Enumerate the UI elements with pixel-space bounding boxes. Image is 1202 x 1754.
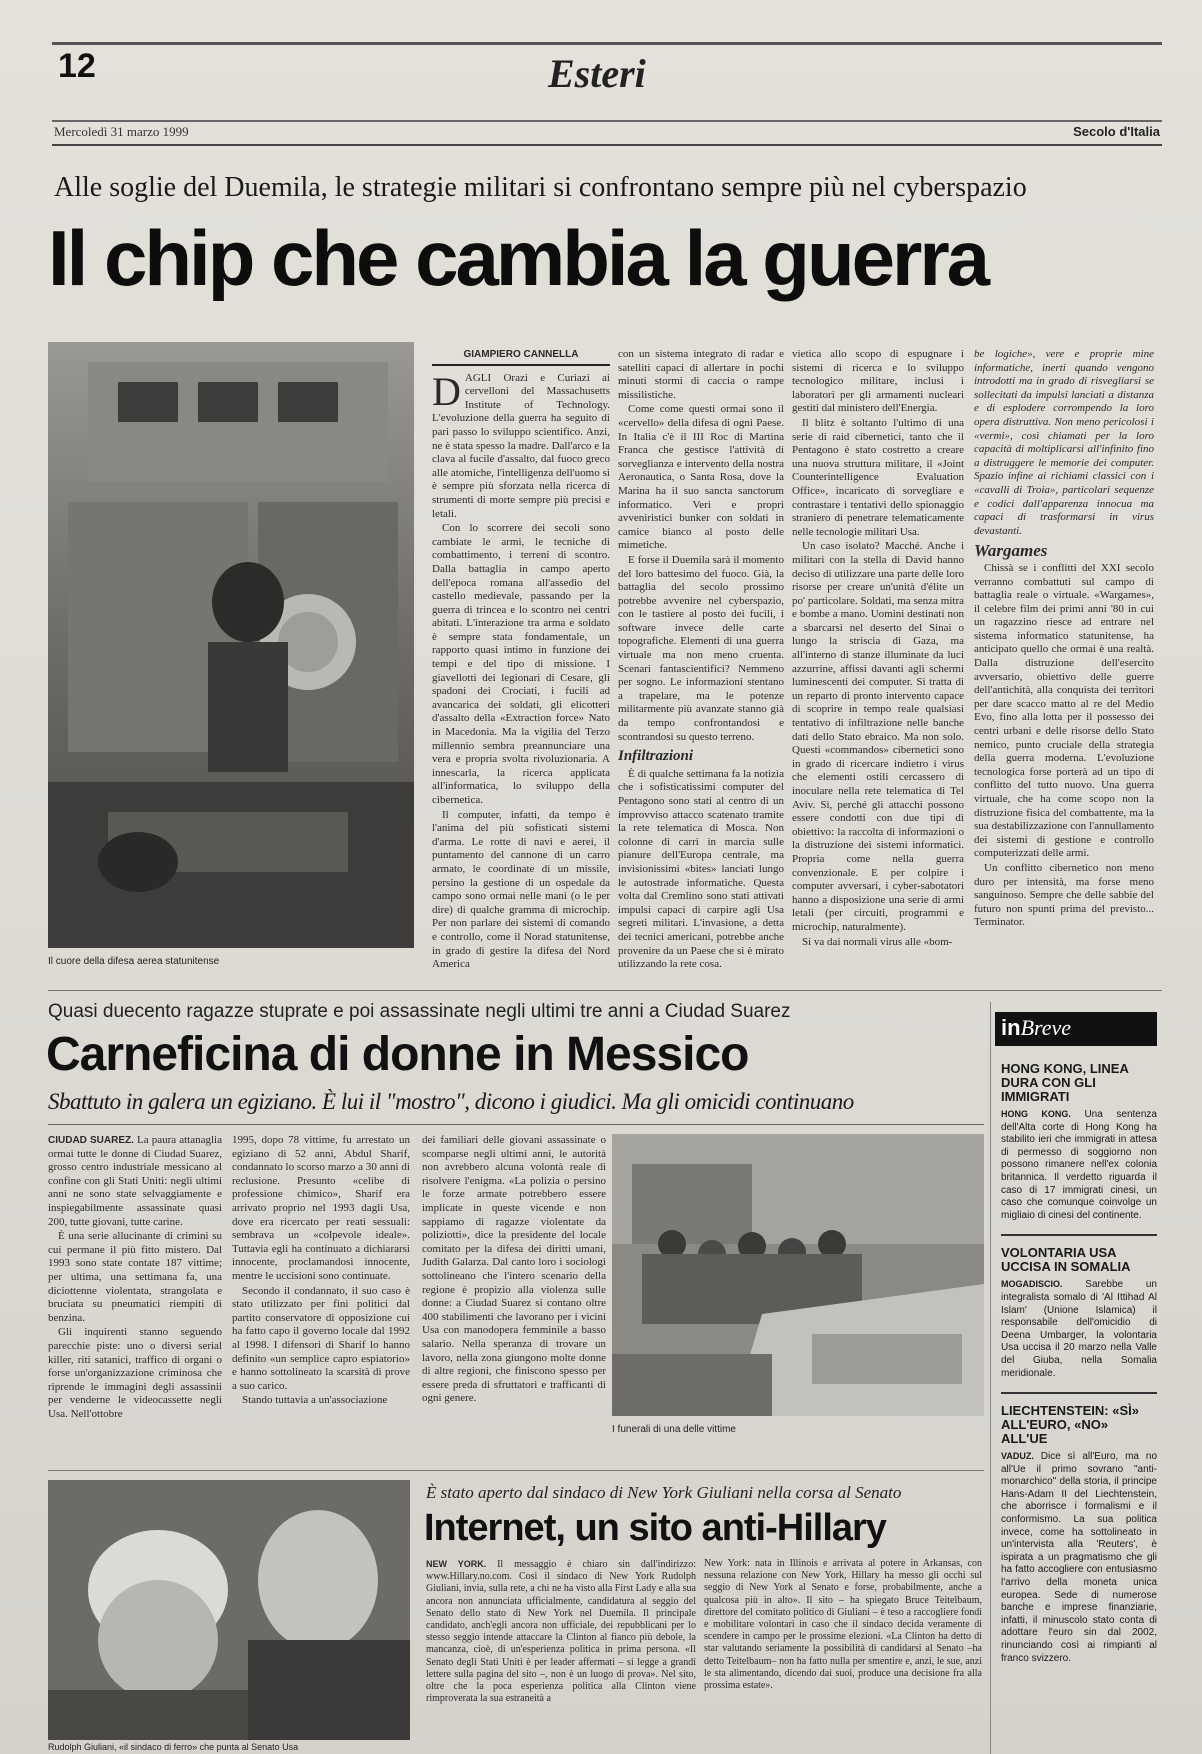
in-breve-item-body: Sarebbe un integralista somalo di 'Al Ittihad Al Islam' (Unione Islamica) il responsabile dell'omicidio di Deena Umbarger, la volontaria Usa uccisa il 20 marzo nella Valle del Giuba, nella Somalia meridionale. — [1001, 1279, 1157, 1379]
issue-date: Mercoledì 31 marzo 1999 — [54, 124, 189, 139]
article3-column-1 — [426, 1558, 696, 1748]
article1-col4-para1: be logiche», vere e proprie mine informatiche, inerti quando vengono introdotti ma in grado di risvegliarsi se sollecitati da impulsi lanciati a distanza e di esplodere corrompendo la loro opera distruttiva. Non meno pericolosi i «vermi», così chiamati per la loro capacità di moltiplicarsi all'infinito fino a distruggere le memorie dei computer. Spazio infine ai richiami classici con i «cavalli di Troia», particolari sequenze e codici dall'apparenza innocua ma capaci di trasformarsi in virus devastanti. — [974, 348, 1154, 537]
in-breve-item-headline: LIECHTENSTEIN: «SÌ» ALL'EURO, «NO» ALL'UE — [1001, 1403, 1139, 1447]
article2-photo — [612, 1134, 984, 1416]
in-breve-label-in: in — [1001, 1015, 1021, 1040]
article1-col2-para1: con un sistema integrato di radar e satelliti capaci di allertare in pochi minuti stormi di caccia o rampe missilistiche. — [618, 348, 784, 401]
article2-col2-para1: 1995, dopo 78 vittime, fu arrestato un egiziano di 52 anni, Abdul Sharif, condannato lo scorso marzo a 30 anni di reclusione. Presunto «celibe di professione chimico», Sharif era arrivato proprio nel 1993 dagli Usa, dove era ricercato per reati sessuali: sembrava un «colpevole ideale». Tuttavia egli ha continuato a dichiararsi innocente, proclamandosi innocente, mentre le uccisioni sono continuate. — [232, 1134, 410, 1282]
article1-dropcap: D — [432, 368, 461, 414]
article2-photo-caption: I funerali di una delle vittime — [612, 1424, 736, 1435]
article2-column-3 — [422, 1134, 606, 1434]
article2-headline: Carneficina di donne in Messico — [46, 1028, 749, 1081]
control-room-photo-art — [48, 342, 414, 948]
in-breve-item-text — [1001, 1450, 1157, 1665]
article1-col3-para1: vietica allo scopo di espugnare i sistemi di ricerca e lo sviluppo tecnologico militare, inclusi i laboratori per gli armamenti nucleari gestiti dal ministero dell'Energia. — [792, 348, 964, 415]
in-breve-item-dateline: VADUZ. — [1001, 1451, 1034, 1462]
article2-col1-para2: È una serie allucinante di crimini su cui permane il più fitto mistero. Dal 1993 sono state contate 187 vittime; per ultima, una settimana fa, una diciottenne violentata, strangolata e bruciata su pneumatici riempiti di benzina. — [48, 1230, 222, 1324]
page-number: 12 — [58, 47, 96, 85]
article1-col3-para4: Si va dai normali virus alle «bom- — [802, 935, 953, 948]
article2-column-2 — [232, 1134, 410, 1434]
article1-photo — [48, 342, 414, 948]
article1-col2-para2: Come come questi ormai sono il «cervello» della difesa di ogni Paese. In Italia c'è il III Roc di Martina Franca che gestisce l'attività di sorveglianza e intervento della nostra Aeronautica, o Santa Rosa, dove la Marina ha il suo sancta sanctorum informatico. Veri e propri avveniristici bunker con soldati in camice bianco al posto delle mimetiche. — [618, 403, 784, 552]
in-breve-item-somalia — [1001, 1246, 1157, 1380]
in-breve-item-body: Dice sì all'Euro, ma no all'Ue il primo sovrano "anti-monarchico" della storia, il principe Hans-Adam II del Liechtenstein, che aborrisce i formalismi e il conformismo. La sua politica invece, come ha sottolineato in un'intervista alla 'Reuters', è ispirata a un pragmatismo che gli ha fatto accogliere con entusiasmo l'arrivo della moneta unica europea. Sede di numerose banche e imprese finanziarie, infatti, il minuscolo stato conta di adottare l'euro sin dal 2002, rinunciando così ai rimpianti al franco svizzero. — [1001, 1451, 1158, 1664]
article3-photo-caption: Rudolph Giuliani, «il sindaco di ferro» che punta al Senato Usa — [48, 1742, 299, 1752]
article1-column-1 — [432, 348, 610, 974]
article2-kicker: Quasi duecento ragazze stuprate e poi assassinate negli ultimi tre anni a Ciudad Suarez — [48, 1001, 791, 1022]
section-title — [548, 50, 646, 120]
article3-dateline: NEW YORK. — [426, 1559, 487, 1569]
article2-col1-para3: Gli inquirenti stanno seguendo parecchie piste: uno o diversi serial killer, riti satanici, traffico di organi o forse un'organizzazione criminosa che riprende le immagini degli assassinii per venderne le videocassette negli Usa. Nell'ottobre — [48, 1326, 222, 1420]
article2-dateline: CIUDAD SUAREZ. — [48, 1135, 134, 1146]
in-breve-item-dateline: MOGADISCIO. — [1001, 1279, 1063, 1290]
in-breve-item-body: Una sentenza dell'Alta corte di Hong Kong ha stabilito ieri che immigrati in attesa di permesso di soggiorno non possono rimanere nell'ex colonia britannica. Il verdetto riguarda il caso di 17 immigrati cinesi, un caso che comunque coinvolge un migliaio di cinesi del continente. — [1001, 1109, 1157, 1221]
article2-deck-rule — [48, 1124, 984, 1125]
article1-kicker: Alle soglie del Duemila, le strategie militari si confrontano sempre più nel cyberspazio — [54, 172, 1027, 203]
article2-col2-para3: Stando tuttavia a un'associazione — [242, 1394, 388, 1407]
article1-col1-para1 — [432, 368, 610, 522]
article3-col2-para1: New York: nata in Illinois e arrivata al potere in Arkansas, con nessuna relazione con New York, Hillary ha messo gli occhi sul seggio di New York al Senato e forse, probabilmente, anche a qualcosa più in alto». Il sito – ha spiegato Bruce Teitelbaum, direttore del comitato politico di Giuliani – è teso a raccogliere fondi e mobilitare volontari in caso che il sindaco decida veramente di scendere in campo per le prossime elezioni. «La Clinton ha detto di star valutando seriamente la possibilità di candidarsi al Senato –ha detto Teitelbaum– non ha fatto nulla per smentire e, anzi, le sue, anzi le sta alimentando, dicendo dai suoi, produce una decisione fra alla prossima estate». — [704, 1558, 982, 1692]
top-rule — [52, 42, 1162, 45]
article1-col4-para3: Un conflitto cibernetico non meno duro per intensità, ma forse meno sanguinoso. Sempre che delle sabbie del futuro non spunti prima del previsto... Terminator. — [974, 861, 1154, 929]
article1-col3-para2: Il blitz è soltanto l'ultimo di una serie di raid cibernetici, tanto che il Pentagono è stato costretto a creare una nuova struttura militare, il «Joint Counterintelligence Evaluation Office», incaricato di sorvegliare e contrastare i tentativi dello spionaggio straniero di penetrare telematicamente nelle tecnologie militari Usa. — [792, 416, 964, 538]
article3-kicker: È stato aperto dal sindaco di New York Giuliani nella corsa al Senato — [426, 1483, 902, 1502]
article3-col1-text: Il messaggio è chiaro sin dall'indirizzo: www.Hillary.no.com. Così il sindaco di New York Rudolph Giuliani, invia, sulla rete, a chi ne ha visto alla First Lady e alla sua ancora non annunciata ufficialmente, candidatura al seggio del Senato dello stato di New York nel Duemila. Il principale candidato, anch'egli ancora non ufficiale, dei repubblicani per lo stesso seggio intende attaccare la Clinton al fianco più debole, la mancanza, cioè, di un'esperienza politica in prima persona. «Il Senato degli Stati Uniti è per leader affermati – si legge a grandi lettere sulla pagina del sito –, non è un luogo di prova». Nel sito, oltre che la poca esperienza politica alla Clinton viene rimproverata la sua estraneità a — [426, 1559, 696, 1705]
article1-bottom-rule — [48, 990, 1162, 991]
in-breve-label-breve: Breve — [1020, 1015, 1072, 1040]
article2-col2-para2: Secondo il condannato, il suo caso è stato utilizzato per fini politici dal partito conservatore di opposizione cui ha fatto capo il governo locale dal 1992 al 1998. I difensori di Sharif lo hanno definito «un semplice capro espiatorio» e hanno sottolineato la scarsità di prove a suo carico. — [232, 1284, 410, 1392]
article1-col1-text: AGLI Orazi e Curiazi ai cervelloni del Massachusetts Institute of Technology. L'evoluzione della guerra ha seguito di pari passo lo sviluppo scientifico. Anzi, ne è stata spesso la madre. Dall'arco e la clava al fucile d'assalto, dal fuoco greco alle atomiche, l'intelligenza dell'uomo si è sempre più sforzata nella ricerca di strumenti di morte sempre più precisi e letali. — [432, 371, 610, 520]
article3-photo — [48, 1480, 410, 1740]
in-breve-item-text — [1001, 1108, 1157, 1222]
header-rule-bottom — [52, 144, 1162, 146]
header-rule — [52, 120, 1162, 122]
article1-headline: Il chip che cambia la guerra — [48, 214, 988, 302]
article3-headline: Internet, un sito anti-Hillary — [424, 1507, 886, 1549]
article1-col4-para2: Chissà se i conflitti del XXI secolo verranno combattuti sul campo di battaglia reale o virtuale. «Wargames», il celebre film dei primi anni '80 in cui un ragazzino riesce ad entrare nel sistema informatico statunitense, ha anticipato quello che ormai è una realtà. Dalla distruzione dell'esercito avversario, obiettivo delle guerre dell'antichità, alla conquista dei territori per dare scacco matto al re del Medio Evo, fino alla lotta per il possesso dei centri urbani e delle risorse dello Stato nemico, punto cruciale della strategia della guerra moderna. L'evoluzione tecnologica forse porterà ad un tipo di conflitto del tutto nuovo. Una guerra virtuale, che ha come scopo non la distruzione fisica del combattente, ma la sua destabilizzazione con l'annullamento dei sistemi di gestione e controllo computerizzati delle armi. — [974, 561, 1154, 860]
article1-col1-para3: Il computer, infatti, da tempo è l'anima del più sofisticati sistemi d'arma. Le rotte di navi e aerei, il puntamento del cannone di un carro armato, le coordinate di un missile, persino la gestione di un ospedale da campo sono ormai nelle mani (o le per dire) di qualche gramma di microchip. Per non parlare dei sistemi di comando e controllo, come il Norad statunitense, in grado di gestire la difesa del Nord America — [432, 808, 610, 971]
article1-col2-para4: È di qualche settimana fa la notizia che i sofisticatissimi computer del Pentagono sono stati al centro di un improvviso attacco scatenato tramite la rete telematica di Mosca. Non colonne di carri in marcia sulle pianure dell'Europa centrale, ma invisionissimi «bites» lanciati lungo le autostrade informatiche. Questa volta dal Cremlino sono stati attivati impulsi capaci di carpire agli Usa segreti militari. L'invasione, a detta dei tecnici americani, potrebbe anche provenire da un Paese che si è mirato utilizzando la rete cosa. — [618, 767, 784, 971]
in-breve-divider — [1001, 1234, 1157, 1236]
article2-col1-text: La paura attanaglia ormai tutte le donne di Ciudad Suarez, grosso centro industriale messicano al confine con gli Stati Uniti: negli ultimi anni ne sono state selvaggiamente e inspiegabilmente assassinate quasi 200, tutte giovani, tutte carine. — [48, 1134, 222, 1228]
funeral-photo-art — [612, 1134, 984, 1416]
article1-col2-para3: E forse il Duemila sarà il momento del loro battesimo del fuoco. Già, la battaglia del secolo prossimo potrebbe avvenire nel cyberspazio, con le tastiere al posto dei fucili, i software invece delle carte topografiche. Elementi di una guerra virtuale ma non meno cruenta. Scenari fantascientifici? Nemmeno per sogno. Le informazioni stentano a trapelare, ma le potenze militarmente più avanzate stanno già da tempo confrontandosi e scontrandosi su questo terreno. — [618, 553, 784, 743]
article2-column-1 — [48, 1134, 222, 1434]
article2-col3-para1: dei familiari delle giovani assassinate o scomparse negli ultimi anni, le autorità non avrebbero alcuna volontà reale di risolvere l'enigma. «La polizia o persino le forze armate potrebbero essere implicate in queste vicende e non sappiamo di ragazze violentate da poliziotti», dice la presidente del locale comitato per la difesa dei diritti umani, Judith Galarza. Dal canto loro i sociologi sottolineano che l'intero scenario della regione è propizio alla violenza sulle donne: a Ciudad Suarez si contano oltre 400 stabilimenti che lavorano per i vicini Usa con manodopera femminile a basso salario. Nella speranza di trovare un lavoro, nella zona giungono molte donne di altre regioni, che finiscono spesso per essere preda di sfruttatori e trafficanti di ogni genere. — [422, 1134, 606, 1405]
giuliani-photo-art — [48, 1480, 410, 1740]
article3-col1-para1 — [426, 1558, 696, 1705]
article1-column-2 — [618, 348, 784, 974]
in-breve-item-headline: VOLONTARIA USA UCCISA IN SOMALIA — [1001, 1245, 1131, 1275]
in-breve-item-headline: HONG KONG, LINEA DURA CON GLI IMMIGRATI — [1001, 1061, 1129, 1104]
article3-column-2 — [704, 1558, 982, 1748]
in-breve-divider — [1001, 1392, 1157, 1394]
in-breve-banner — [995, 1012, 1157, 1046]
in-breve-item-liechtenstein — [1001, 1404, 1157, 1665]
in-breve-item-text — [1001, 1278, 1157, 1380]
article2-col1-para1 — [48, 1134, 222, 1229]
article1-col3-para3: Un caso isolato? Macché. Anche i militari con la stella di David hanno deciso di utilizzare una parte delle loro risorse per creare un'unità d'élite un po' particolare. Soldati, ma senza mitra e bombe a mano. Uomini destinati non a sbarcarsi nel deserto del Sinai o lungo la striscia di Gaza, ma all'interno di stanze illuminate da luci azzurrine, affissi davanti agli schermi luminescenti dei computer. Si tratta di un reparto di pronto intervento capace di scoprire in tempo reale qualsiasi tentativo di infiltrazione nelle banche dati dello Stato ebraico. Ma non solo. Questi «commandos» cibernetici sono in grado di ricercare indietro i virus che elementi ostili cercassero di inoculare nella rete telematica di Tel Aviv. Sì, perché gli attacchi possono essere condotti con due tipi di obiettivo: la raccolta di informazioni o la distruzione dei sistemi informatici. Propria come nella guerra convenzionale. E per colpire i computer avversari, i cyber-sabotatori hanno a disposizione una serie di armi letali (per circuiti, programmi e microchip, naturalmente). — [792, 540, 964, 933]
article1-column-4 — [974, 348, 1154, 974]
article2-bottom-rule — [48, 1470, 984, 1471]
article1-col1-para2: Con lo scorrere dei secoli sono cambiate le armi, le tecniche di combattimento, i terreni di scontro. Dalla battaglia in campo aperto dell'epoca romana all'assedio del castello medievale, passando per la guerra di trincea e lo scontro nei centri abitati. L'interazione tra arma e soldato è sempre stata fondamentale, un rapporto quasi intimo in funzione dei tempi e del tipo di missione. I giavellotti dei legionari di Cesare, gli spadoni dei Crociati, i fucili ad avancarica dei soldati, gli elicotteri d'assalto della «Extraction force» Nato in Macedonia. Ma la vigilia del Terzo millennio sembra preannunciare una vera e propria svolta rivoluzionaria. A innescarla, la ricerca applicata all'informatica, lo sviluppo della cibernetica. — [432, 522, 610, 806]
article1-author: GIAMPIERO CANNELLA — [432, 348, 610, 366]
article1-subhead-wargames: Wargames — [974, 541, 1048, 561]
in-breve-item-dateline: HONG KONG. — [1001, 1109, 1071, 1119]
newspaper-name: Secolo d'Italia — [1073, 124, 1160, 139]
section-title-text: Esteri — [548, 51, 646, 96]
in-breve-sidebar — [990, 1002, 1162, 1754]
in-breve-item-hong-kong — [1001, 1062, 1157, 1222]
article1-photo-caption: Il cuore della difesa aerea statunitense — [48, 956, 220, 967]
article2-deck: Sbattuto in galera un egiziano. È lui il "mostro", dicono i giudici. Ma gli omicidi continuano — [48, 1089, 854, 1114]
article1-subhead-infiltrazioni: Infiltrazioni — [618, 748, 694, 765]
article1-column-3 — [792, 348, 964, 974]
